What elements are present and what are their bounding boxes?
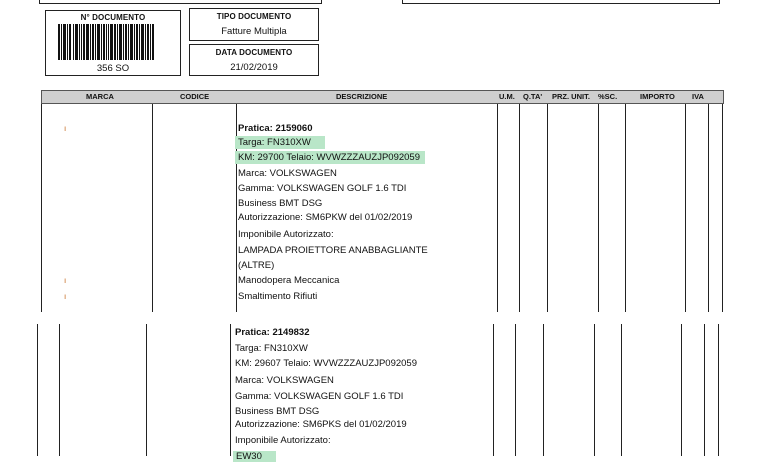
table-header <box>41 90 724 104</box>
doc-type-value: Fatture Multipla <box>221 26 287 37</box>
doc-number-box <box>45 10 181 76</box>
scan-mark: ı <box>64 124 67 133</box>
col-iva: IVA <box>692 92 704 101</box>
doc-number-value: 356 SO <box>96 63 130 74</box>
item-partial: EW30 <box>233 451 276 462</box>
item-lampada-cont: (ALTRE) <box>238 260 275 271</box>
item-lampada: LAMPADA PROIETTORE ANABBAGLIANTE <box>238 245 428 256</box>
doc-number-label: N° DOCUMENTO <box>80 13 146 22</box>
col-importo: IMPORTO <box>640 92 675 101</box>
doc-date-label: DATA DOCUMENTO <box>215 48 293 57</box>
scan-mark: ı <box>64 276 67 285</box>
scan-mark: ı <box>64 292 67 301</box>
imponibile: Imponibile Autorizzato: <box>235 435 331 446</box>
imponibile: Imponibile Autorizzato: <box>238 229 334 240</box>
targa: Targa: FN310XW <box>235 343 308 354</box>
item-manodopera: Manodopera Meccanica <box>238 275 340 286</box>
doc-date-value: 21/02/2019 <box>230 62 278 73</box>
col-sc: %SC. <box>598 92 618 101</box>
gamma: Gamma: VOLKSWAGEN GOLF 1.6 TDI <box>238 183 407 194</box>
pratica-number: Pratica: 2149832 <box>235 327 310 338</box>
top-left-box <box>39 0 322 4</box>
col-um: U.M. <box>499 92 515 101</box>
autorizzazione: Autorizzazione: SM6PKS del 01/02/2019 <box>235 419 407 430</box>
doc-date-box <box>189 44 319 76</box>
targa: Targa: FN310XW <box>235 136 325 149</box>
autorizzazione: Autorizzazione: SM6PKW del 01/02/2019 <box>238 212 413 223</box>
item-smaltimento: Smaltimento Rifiuti <box>238 291 318 302</box>
doc-type-box <box>189 8 319 41</box>
col-codice: CODICE <box>180 92 210 101</box>
col-prz-unit: PRZ. UNIT. <box>552 92 590 101</box>
pratica-number: Pratica: 2159060 <box>238 123 313 134</box>
gamma-cont: Business BMT DSG <box>235 406 320 417</box>
km-telaio: KM: 29607 Telaio: WVWZZZAUZJP092059 <box>235 358 417 369</box>
barcode-icon <box>58 24 154 60</box>
marca: Marca: VOLKSWAGEN <box>238 168 337 179</box>
col-marca: MARCA <box>86 92 114 101</box>
col-qta: Q.TA' <box>523 92 543 101</box>
doc-type-label: TIPO DOCUMENTO <box>216 12 292 21</box>
col-descrizione: DESCRIZIONE <box>336 92 388 101</box>
km-telaio: KM: 29700 Telaio: WVWZZZAUZJP092059 <box>235 151 425 164</box>
gamma-cont: Business BMT DSG <box>238 198 323 209</box>
top-right-box <box>402 0 720 4</box>
marca: Marca: VOLKSWAGEN <box>235 375 334 386</box>
gamma: Gamma: VOLKSWAGEN GOLF 1.6 TDI <box>235 391 404 402</box>
